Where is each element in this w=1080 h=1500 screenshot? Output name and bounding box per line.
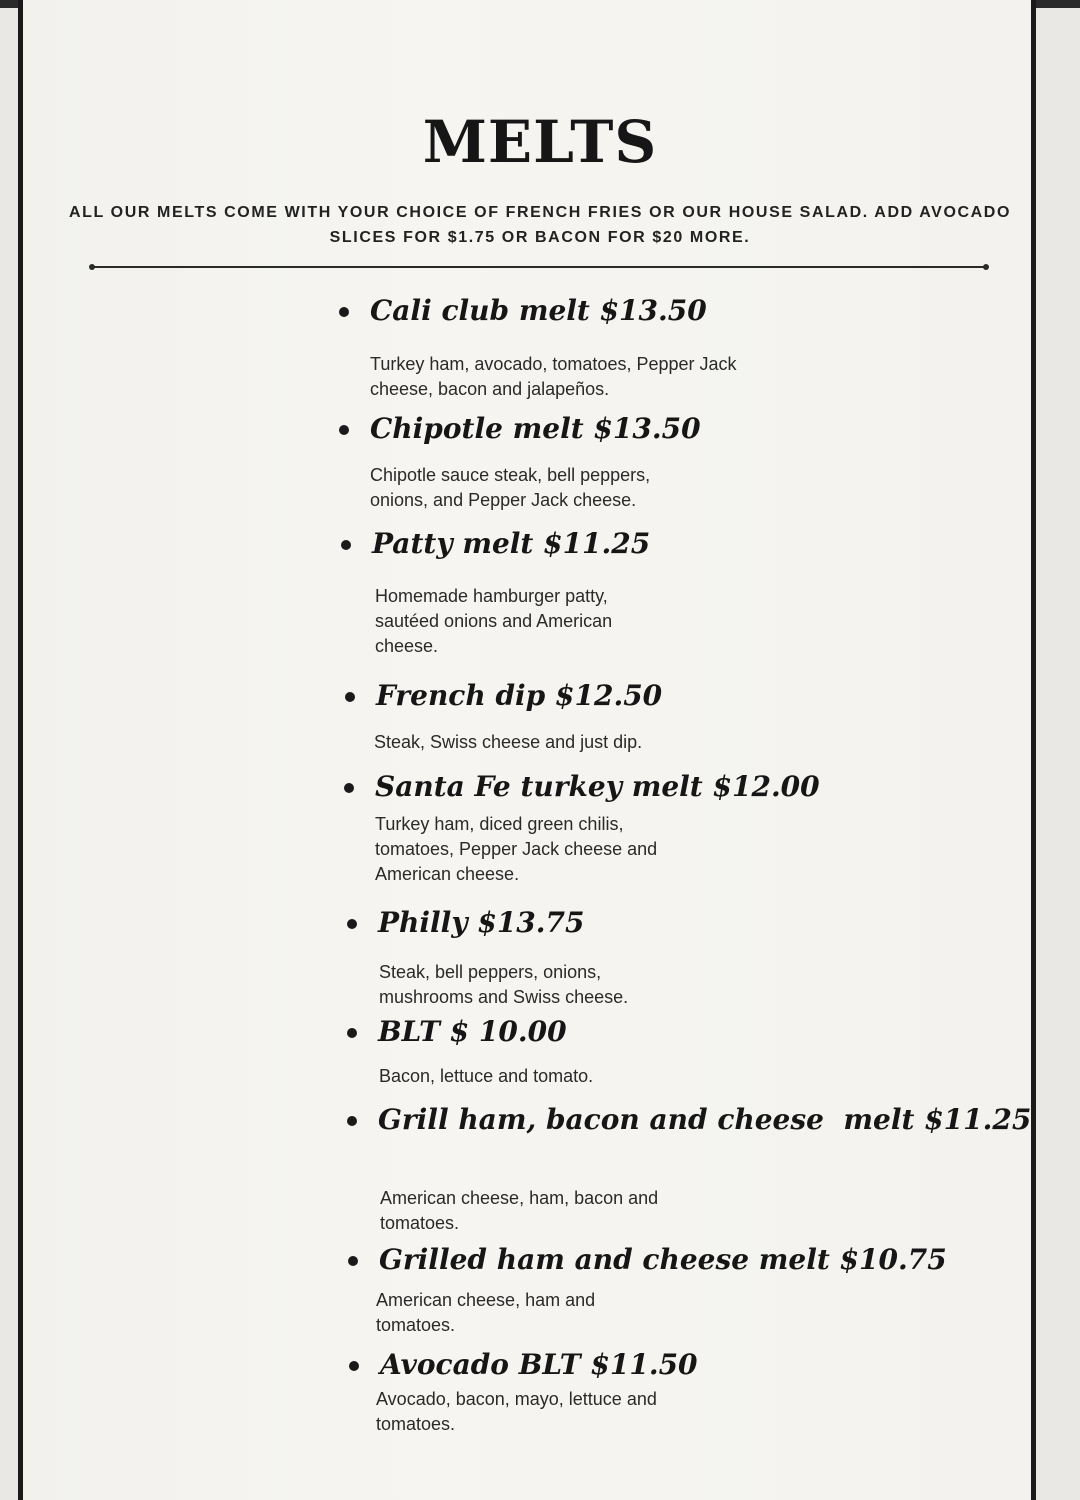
item-name: Grill ham, bacon and cheese melt $11.25 — [378, 1103, 1032, 1136]
menu-subtitle: ALL OUR MELTS COME WITH YOUR CHOICE OF FRENCH FRIES OR OUR HOUSE SALAD. ADD AVOCADO SLICES FOR $1.75 OR BACON FOR $20 MORE. — [69, 204, 1011, 246]
page-title: MELTS — [422, 108, 658, 176]
bullet-icon — [347, 1028, 357, 1038]
item-name: Patty melt $11.25 — [372, 527, 651, 560]
bullet-icon — [339, 425, 349, 435]
item-description: Homemade hamburger patty, sautéed onions and American cheese. — [375, 586, 613, 656]
item-description: American cheese, ham, bacon and tomatoes. — [380, 1188, 659, 1233]
item-name: Avocado BLT $11.50 — [380, 1348, 698, 1381]
bullet-icon — [341, 540, 351, 550]
item-name: Santa Fe turkey melt $12.00 — [375, 770, 820, 803]
item-name: Cali club melt $13.50 — [370, 294, 707, 327]
item-description: Turkey ham, diced green chilis, tomatoes, Pepper Jack cheese and American cheese. — [375, 814, 658, 884]
bullet-icon — [349, 1361, 359, 1371]
bullet-icon — [339, 307, 349, 317]
divider-line — [92, 266, 986, 268]
item-name: Chipotle melt $13.50 — [370, 412, 701, 445]
item-description: Steak, bell peppers, onions, mushrooms and Swiss cheese. — [379, 962, 629, 1007]
bullet-icon — [347, 1116, 357, 1126]
item-description: American cheese, ham and tomatoes. — [376, 1290, 596, 1335]
item-name: French dip $12.50 — [376, 679, 663, 712]
item-description: Steak, Swiss cheese and just dip. — [374, 732, 643, 752]
item-description: Avocado, bacon, mayo, lettuce and tomatoes. — [376, 1389, 657, 1434]
bullet-icon — [345, 692, 355, 702]
item-description: Chipotle sauce steak, bell peppers, onions, and Pepper Jack cheese. — [370, 465, 651, 510]
item-name: BLT $ 10.00 — [378, 1015, 567, 1048]
item-name: Grilled ham and cheese melt $10.75 — [379, 1243, 947, 1276]
bullet-icon — [347, 919, 357, 929]
item-description: Bacon, lettuce and tomato. — [379, 1066, 594, 1086]
item-description: Turkey ham, avocado, tomatoes, Pepper Jack cheese, bacon and jalapeños. — [370, 354, 737, 399]
item-name: Philly $13.75 — [378, 906, 585, 939]
bullet-icon — [348, 1256, 358, 1266]
bullet-icon — [344, 783, 354, 793]
